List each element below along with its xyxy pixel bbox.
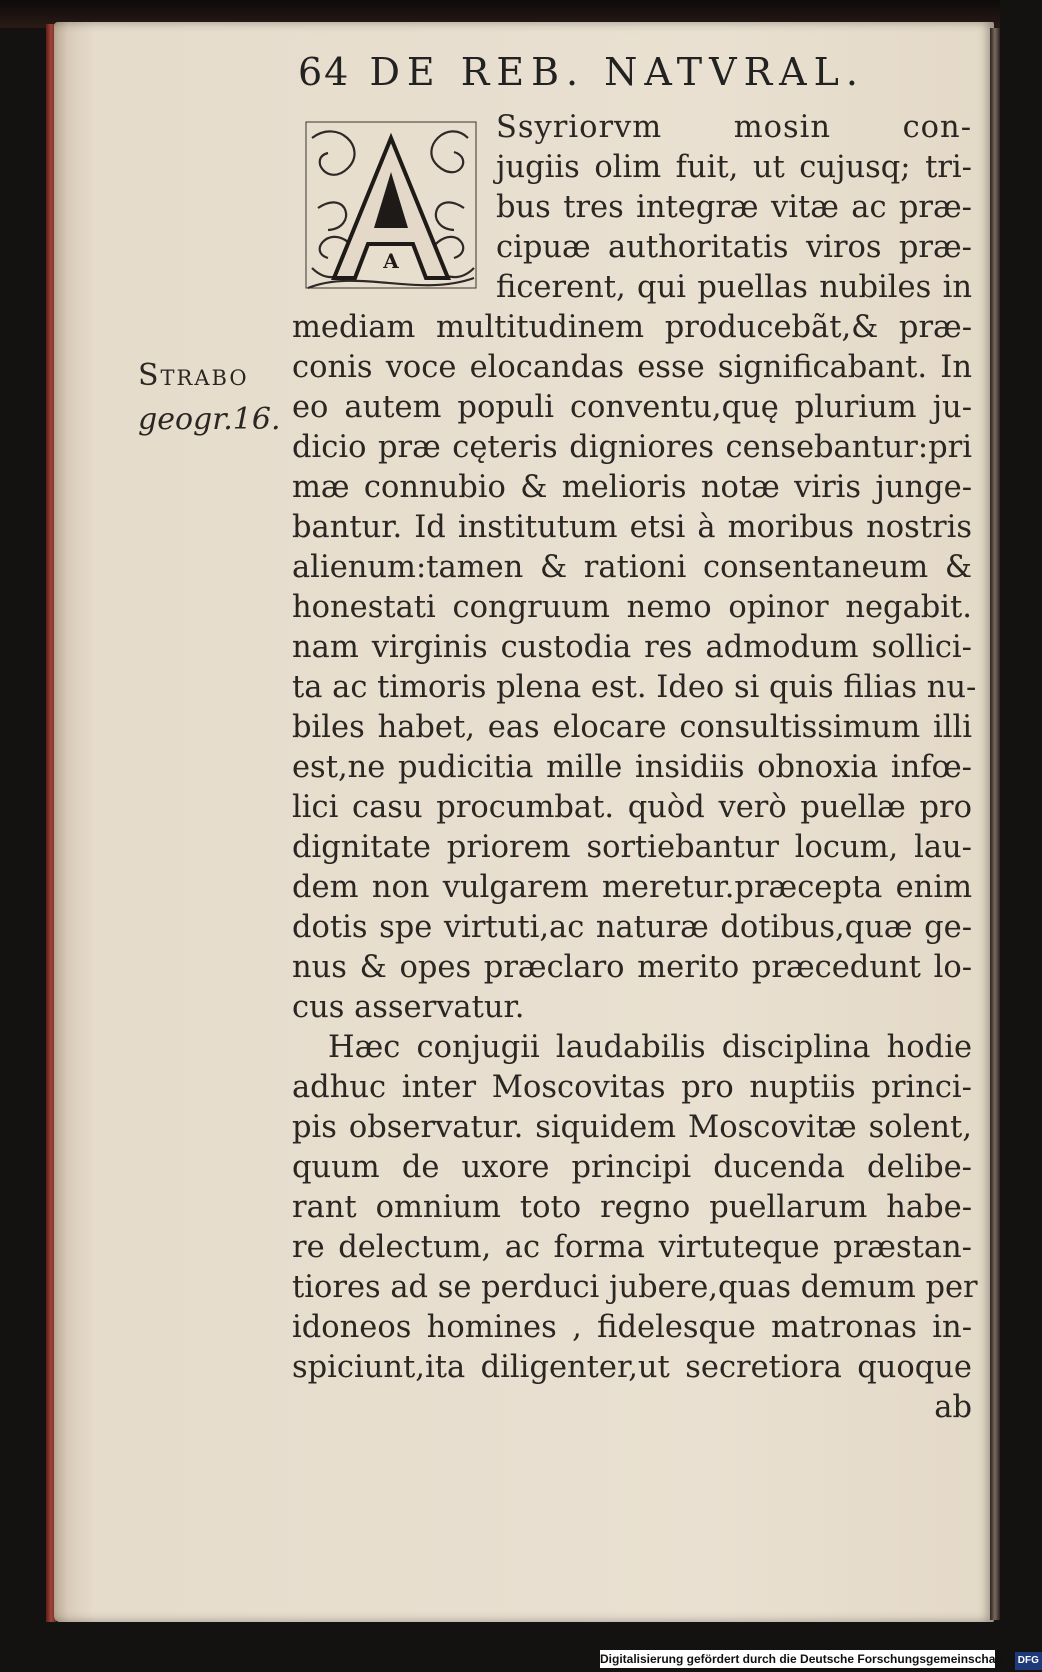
text-line: spiciunt,ita diligenter,ut secretiora quoque bbox=[292, 1350, 972, 1385]
text-line: nam virginis custodia res admodum sollici- bbox=[292, 630, 972, 665]
text-line: est,ne pudicitia mille insidiis obnoxia infœ- bbox=[292, 750, 972, 785]
text-line: re delectum, ac forma virtuteque præstan- bbox=[292, 1230, 972, 1265]
dfg-logo: DFG bbox=[1015, 1652, 1042, 1670]
text-line: jugiis olim fuit, ut cujusq; tri- bbox=[496, 150, 972, 185]
text-line: bantur. Id institutum etsi à moribus nostris bbox=[292, 510, 972, 545]
text-line: honestati congruum nemo opinor negabit. bbox=[292, 590, 972, 625]
text-line: dicio præ cęteris digniores censebantur:pri bbox=[292, 430, 972, 465]
text-line: Hæc conjugii laudabilis disciplina hodie bbox=[328, 1030, 972, 1065]
page-number: 64 bbox=[298, 50, 351, 94]
digitization-credit bbox=[600, 1650, 1039, 1668]
text-line: eo autem populi conventu,quę plurium ju- bbox=[292, 390, 972, 425]
catchword: ab bbox=[934, 1390, 972, 1425]
text-line: dignitate priorem sortiebantur locum, lau- bbox=[292, 830, 972, 865]
text-line: mediam multitudinem producebãt,& præ- bbox=[292, 310, 972, 345]
text-line: lici casu procumbat. quòd verò puellæ pro bbox=[292, 790, 972, 825]
text-line: idoneos homines , fidelesque matronas in- bbox=[292, 1310, 972, 1345]
margin-note-reference: geogr.16. bbox=[138, 402, 281, 437]
text-line: alienum:tamen & rationi consentaneum & bbox=[292, 550, 972, 585]
text-line: conis voce elocandas esse significabant. In bbox=[292, 350, 972, 385]
text-line: ficerent, qui puellas nubiles in bbox=[496, 270, 972, 305]
text-line: cipuæ authoritatis viros præ- bbox=[496, 230, 972, 265]
initial-letter: A bbox=[383, 249, 399, 273]
credit-text: Digitalisierung gefördert durch die Deutsche Forschungsgemeinschaft - bbox=[600, 1652, 1011, 1666]
text-line: nus & opes præclaro merito præcedunt lo- bbox=[292, 950, 972, 985]
text-line: adhuc inter Moscovitas pro nuptiis princi- bbox=[292, 1070, 972, 1105]
text-line: rant omnium toto regno puellarum habe- bbox=[292, 1190, 972, 1225]
text-line: dem non vulgarem meretur.præcepta enim bbox=[292, 870, 972, 905]
text-line: bus tres integræ vitæ ac præ- bbox=[496, 190, 972, 225]
text-line: Ssyriorvm mosin con- bbox=[496, 110, 972, 145]
text-line: ta ac timoris plena est. Ideo si quis filias nu- bbox=[292, 670, 977, 705]
text-line: pis observatur. siquidem Moscovitæ solent, bbox=[292, 1110, 972, 1145]
initial-adjacent-lines bbox=[496, 108, 972, 308]
body-text bbox=[292, 308, 978, 1428]
running-title: DE REB. NATVRAL. bbox=[369, 50, 865, 94]
text-line: biles habet, eas elocare consultissimum illi bbox=[292, 710, 972, 745]
text-line: mæ connubio & melioris notæ viris junge- bbox=[292, 470, 972, 505]
text-line: tiores ad se perduci jubere,quas demum per bbox=[292, 1270, 978, 1305]
margin-note-author: Strabo bbox=[138, 358, 249, 393]
running-header bbox=[298, 50, 865, 94]
text-line: quum de uxore principi ducenda delibe- bbox=[292, 1150, 972, 1185]
decorated-initial-image bbox=[298, 118, 484, 298]
text-line: dotis spe virtuti,ac naturæ dotibus,quæ ge- bbox=[292, 910, 972, 945]
page-gutter bbox=[990, 28, 1000, 1620]
text-line: cus asservatur. bbox=[292, 990, 525, 1025]
